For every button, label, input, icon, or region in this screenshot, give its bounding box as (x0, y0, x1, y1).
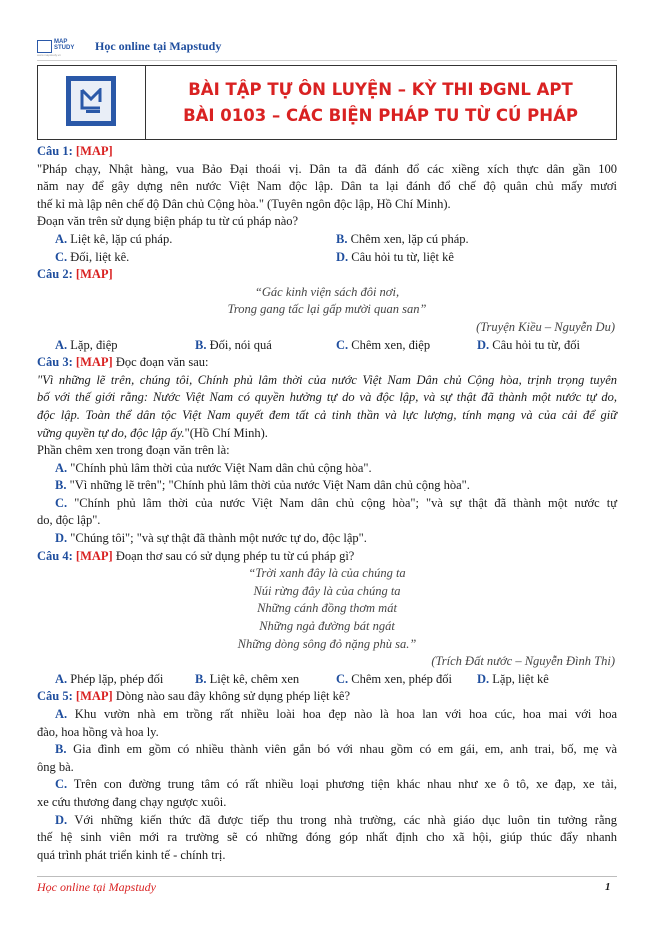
q3-passage-line: "Vì những lẽ trên, chúng tôi, Chính phủ lâm thời của nước Việt Nam Dân chủ Cộng hòa, trịnh trọng tuyên (37, 372, 617, 387)
q1-option-d[interactable]: D. Câu hỏi tu từ, liệt kê (336, 249, 454, 264)
banner-subtitle: BÀI 0103 – CÁC BIỆN PHÁP TU TỪ CÚ PHÁP (183, 106, 578, 125)
q3-option-b[interactable]: B. "Vì những lẽ trên"; "Chính phủ lâm thời của nước Việt Nam dân chủ cộng hòa". (55, 478, 470, 493)
q2-option-b[interactable]: B. Đối, nói quá (195, 337, 272, 352)
page-number: 1 (605, 881, 611, 893)
q4-option-c[interactable]: C. Chêm xen, phép đối (336, 671, 452, 686)
q2-option-d[interactable]: D. Câu hỏi tu từ, đối (477, 337, 580, 352)
q3-option-c-cont: do, độc lập". (37, 513, 101, 528)
question-2-heading: Câu 2: [MAP] (37, 267, 113, 282)
q2-poem-line: “Gác kinh viện sách đôi nơi, (254, 284, 400, 299)
footer-divider (37, 876, 617, 877)
q5-option-d-cont: quá trình phát triển kinh tế - chính trị. (37, 847, 226, 862)
q3-passage-line: độc lập. Toàn thể dân tộc Việt Nam quyết đem tất cả tinh thần và lực lượng, tính mạng và của cải để giữ (37, 407, 617, 422)
q5-option-a-cont: đào, hoa hồng và hoa ly. (37, 724, 159, 739)
q5-option-b[interactable]: B. Gia đình em gồm có nhiều thành viên gắn bó với nhau gồm có em gái, em, anh trai, bố, mẹ và (55, 742, 617, 757)
banner-title: BÀI TẬP TỰ ÔN LUYỆN – KỲ THI ĐGNL APT (188, 80, 573, 99)
mapstudy-logo-icon (66, 76, 116, 126)
q2-option-a[interactable]: A. Lặp, điệp (55, 337, 118, 352)
header-title: Học online tại Mapstudy (95, 39, 222, 53)
q3-option-c[interactable]: C. "Chính phủ lâm thời của nước Việt Nam dân chủ cộng hòa"; "và sự thật đã thành một nước tự (55, 495, 617, 510)
banner-logo-cell (38, 66, 146, 139)
q1-question: Đoạn văn trên sử dụng biện pháp tu từ cú pháp nào? (37, 214, 299, 229)
question-5-heading: Câu 5: [MAP] Dòng nào sau đây không sử dụng phép liệt kê? (37, 689, 350, 704)
question-3-heading: Câu 3: [MAP] Đọc đoạn văn sau: (37, 355, 209, 370)
q4-poem-line: Những dòng sông đỏ nặng phù sa.” (237, 636, 417, 651)
q4-source: (Trích Đất nước – Nguyễn Đình Thi) (431, 654, 615, 669)
q1-option-c[interactable]: C. Đối, liệt kê. (55, 249, 130, 264)
header-divider (37, 60, 617, 61)
q1-passage-line: thế kỉ mà lập nên chế độ Dân chủ Cộng hòa." (Tuyên ngôn độc lập, Hồ Chí Minh). (37, 196, 451, 211)
q2-option-c[interactable]: C. Chêm xen, điệp (336, 337, 431, 352)
q5-option-c-cont: xe cứu thương đang chạy ngược xuôi. (37, 794, 227, 809)
q2-poem-line: Trong gang tấc lại gấp mười quan san” (227, 302, 427, 317)
question-1-heading: Câu 1: [MAP] (37, 144, 113, 158)
q4-option-d[interactable]: D. Lặp, liệt kê (477, 671, 549, 686)
q4-poem-line: Những cánh đồng thơm mát (257, 601, 397, 616)
question-4-heading: Câu 4: [MAP] Đoạn thơ sau có sử dụng phép tu từ cú pháp gì? (37, 548, 355, 563)
q5-option-d-cont: thế hệ sinh viên mới ra trường sẽ có những đóng góp nhất định cho xã hội, giúp thúc đẩy nhanh (37, 830, 617, 845)
q5-option-a[interactable]: A. Khu vườn nhà em trồng rất nhiều loài hoa đẹp nào là hoa lan với hoa cúc, hoa mai với hoa (55, 707, 617, 721)
q4-option-a[interactable]: A. Phép lặp, phép đối (55, 671, 164, 686)
q4-poem-line: Những ngả đường bát ngát (259, 619, 395, 634)
q1-option-a[interactable]: A. Liệt kê, lặp cú pháp. (55, 231, 173, 246)
footer-text: Học online tại Mapstudy (37, 880, 156, 894)
q1-passage-line: "Pháp chạy, Nhật hàng, vua Bảo Đại thoái vị. Dân ta đã đánh đổ các xiềng xích thực dân gần 100 (37, 161, 617, 176)
q1-passage-line: năm nay để gây dựng nên nước Việt Nam độc lập. Dân ta lại đánh đổ chế độ quân chủ mấy mươi (37, 179, 617, 194)
q3-passage-line: vững quyền tự do, độc lập ấy."(Hồ Chí Minh). (37, 425, 268, 440)
q1-option-b[interactable]: B. Chêm xen, lặp cú pháp. (336, 231, 469, 246)
q4-poem-line: Núi rừng đây là của chúng ta (253, 583, 401, 598)
q3-option-a[interactable]: A. "Chính phủ lâm thời của nước Việt Nam dân chủ cộng hòa". (55, 460, 372, 475)
q3-question: Phần chêm xen trong đoạn văn trên là: (37, 443, 230, 458)
q4-option-b[interactable]: B. Liệt kê, chêm xen (195, 671, 300, 686)
q3-passage-line: bố với thế giới rằng: Nước Việt Nam có quyền hưởng tự do và độc lập, và sự thật đã thành một nước tự do, (37, 390, 617, 405)
q5-option-c[interactable]: C. Trên con đường trung tâm có rất nhiều loại phương tiện khác nhau như xe ô tô, xe đạp, xe tải, (55, 777, 617, 792)
mapstudy-logo-small: MAP STUDY www.mapstudy.vn (37, 39, 75, 57)
q2-source: (Truyện Kiều – Nguyễn Du) (476, 319, 615, 334)
q5-option-b-cont: ông bà. (37, 759, 74, 774)
q4-poem-line: “Trời xanh đây là của chúng ta (248, 566, 406, 581)
q3-option-d[interactable]: D. "Chúng tôi"; "và sự thật đã thành một nước tự do, độc lập". (55, 531, 367, 546)
title-banner (37, 65, 617, 140)
page-header (37, 38, 617, 58)
worksheet-content (37, 143, 617, 864)
q5-option-d[interactable]: D. Với những kiến thức đã được tiếp thu trong nhà trường, các nhà giáo dục luôn tin tưởng rằng (55, 812, 617, 827)
